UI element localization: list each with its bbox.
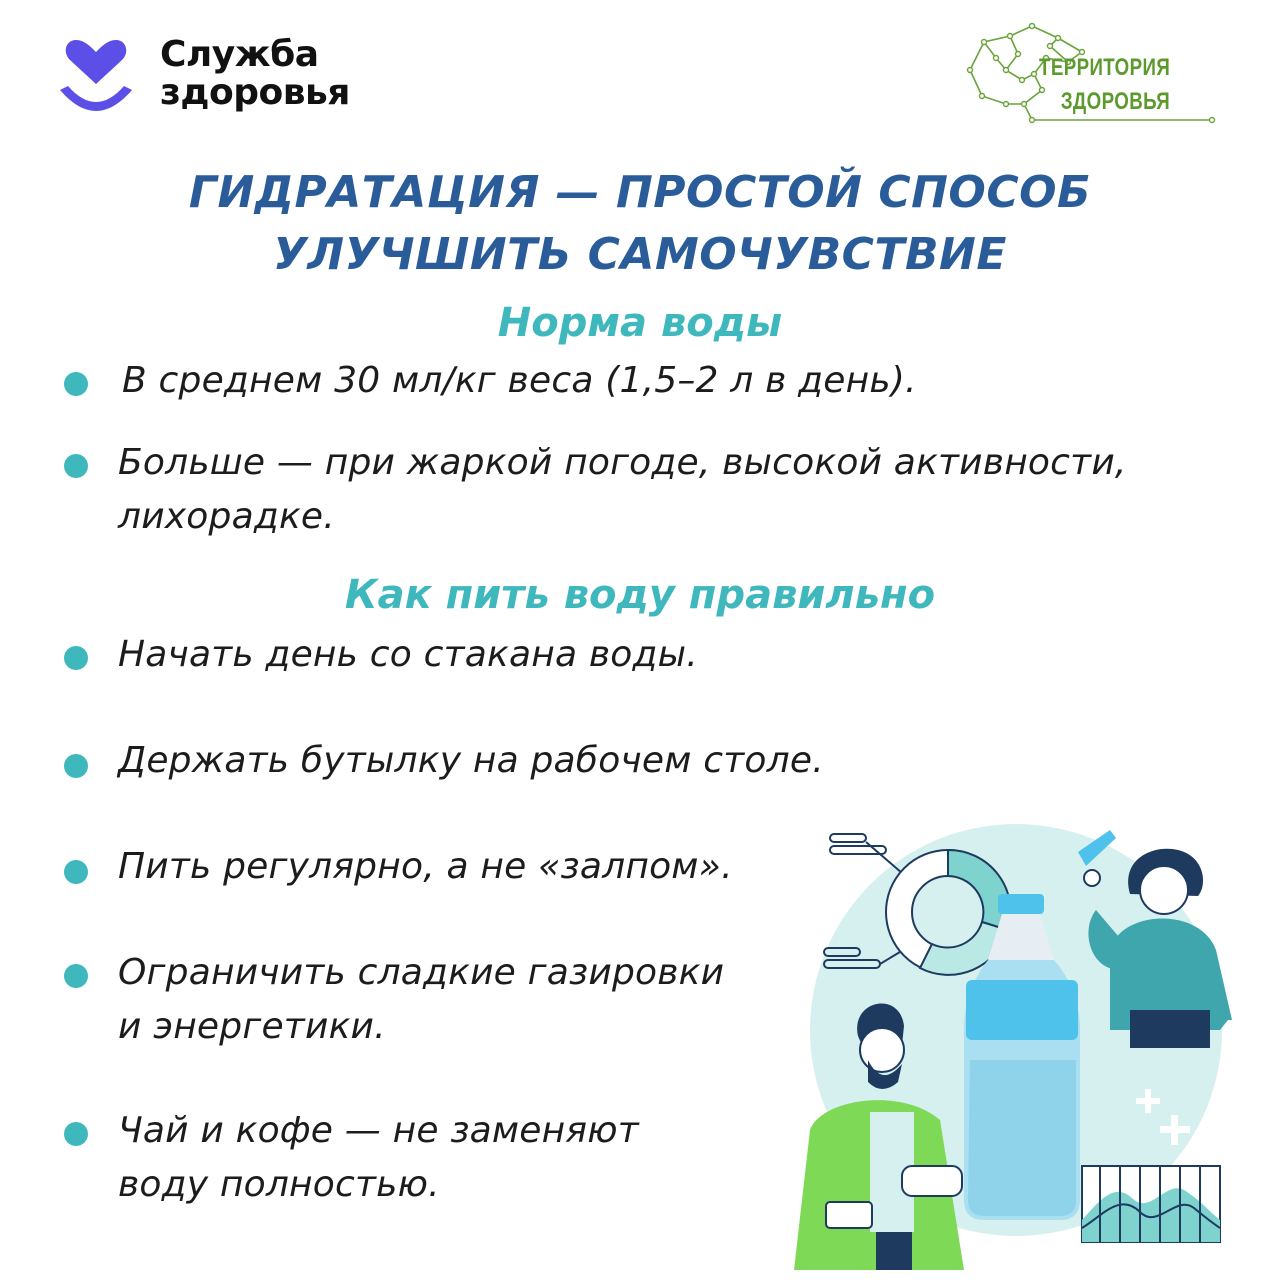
illustration-drawing [780,820,1260,1270]
bullet-dot [64,964,88,988]
list-item-line: Чай и кофе — не заменяют [118,1110,639,1151]
brand-line-1: Служба [160,34,319,75]
list-item-line: и энергетики. [118,1006,386,1047]
list-item-text [118,436,1127,544]
list-item-line: Больше — при жаркой погоде, высокой активности, [118,442,1127,483]
brand-line-2: здоровья [160,72,350,113]
list-item-text [118,946,724,1054]
bullet-dot [64,1122,88,1146]
list-item-text [118,628,698,682]
list-item-line: Держать бутылку на рабочем столе. [118,740,824,781]
bullet-dot [64,372,88,396]
partner-line-2: ЗДОРОВЬЯ [1060,88,1170,115]
section-heading-norm: Норма воды [497,300,783,346]
page-title [0,162,1280,286]
list-item-text [118,734,824,788]
list-item-text [118,1104,639,1212]
brand-name [160,36,350,112]
list-item-text [118,840,733,894]
bullet-dot [64,646,88,670]
heart-smile-icon [56,34,136,118]
bullet-dot [64,860,88,884]
partner-logo [962,18,1222,128]
brand-logo [56,30,396,120]
list-item-line: воду полностью. [118,1164,440,1205]
list-item-line: Пить регулярно, а не «залпом». [118,846,733,887]
list-item-line: Начать день со стакана воды. [118,634,698,675]
bullet-dot [64,454,88,478]
bullet-dot [64,754,88,778]
title-line-1: ГИДРАТАЦИЯ — ПРОСТОЙ СПОСОБ [188,167,1092,218]
list-item-line: лихорадке. [118,496,335,537]
hydration-people-bottle-illustration [780,820,1260,1270]
list-item-line: Ограничить сладкие газировки [118,952,725,993]
list-item-text [122,354,917,408]
title-line-2: УЛУЧШИТЬ САМОЧУВСТВИЕ [273,229,1007,280]
partner-line-1: ТЕРРИТОРИЯ [1038,54,1170,81]
list-item-line: В среднем 30 мл/кг веса (1,5–2 л в день). [122,360,917,401]
section-heading-how: Как пить воду правильно [344,572,936,618]
